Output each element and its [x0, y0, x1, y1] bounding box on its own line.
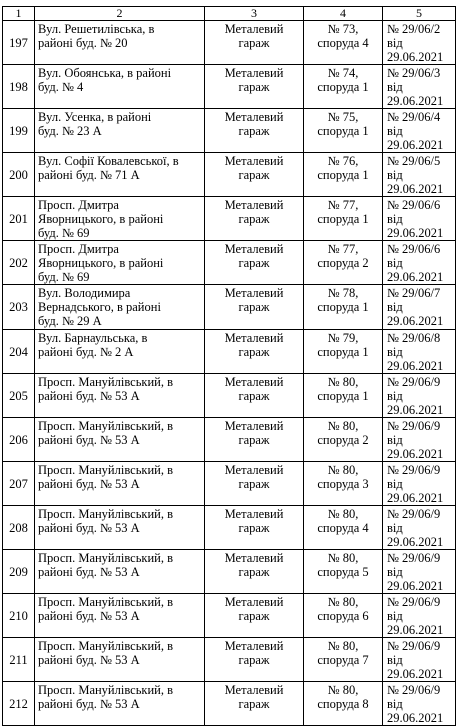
- structure-number-cell-line: № 73,: [327, 22, 359, 36]
- structure-number-cell-line: споруда 8: [317, 697, 369, 711]
- structure-number-cell-line: споруда 3: [317, 477, 369, 491]
- document-cell: [383, 374, 456, 418]
- structure-type-cell-line: Металевий: [224, 110, 284, 124]
- structure-number-cell-line: споруда 4: [317, 521, 369, 535]
- structure-number-cell-line: № 74,: [327, 66, 359, 80]
- document-cell-line: № 29/06/2: [387, 22, 441, 36]
- address-cell: [35, 682, 205, 726]
- address-cell-line: районі буд. № 20: [38, 36, 128, 50]
- table-body: [3, 7, 456, 726]
- address-cell-line: Яворницького, в районі: [38, 212, 164, 226]
- structure-number-cell-line: споруда 4: [317, 36, 369, 50]
- address-cell: [35, 550, 205, 594]
- document-cell-line: від 29.06.2021: [387, 697, 444, 725]
- table-row: [3, 550, 456, 594]
- address-cell-line: Просп. Мануйлівський, в: [38, 551, 174, 565]
- structure-number-cell: [304, 374, 383, 418]
- structure-number-cell-line: № 80,: [327, 375, 359, 389]
- structure-number-cell-line: споруда 1: [317, 300, 369, 314]
- structure-number-cell-line: споруда 6: [317, 609, 369, 623]
- document-cell: [383, 65, 456, 109]
- row-number-cell: 210: [3, 594, 35, 638]
- document-cell-line: від 29.06.2021: [387, 256, 444, 284]
- structure-type-cell: [205, 109, 304, 153]
- structure-number-cell: [304, 462, 383, 506]
- document-cell-line: № 29/06/6: [387, 242, 441, 256]
- structure-number-cell-line: № 77,: [327, 198, 359, 212]
- structure-type-cell-line: гараж: [238, 653, 270, 667]
- address-cell-line: Просп. Мануйлівський, в: [38, 639, 174, 653]
- structure-number-cell-line: споруда 1: [317, 345, 369, 359]
- document-cell: [383, 594, 456, 638]
- structure-number-cell-line: № 76,: [327, 154, 359, 168]
- structure-number-cell: [304, 109, 383, 153]
- structure-number-cell-line: № 80,: [327, 419, 359, 433]
- document-cell: [383, 550, 456, 594]
- structure-number-cell: [304, 197, 383, 241]
- structure-type-cell-line: гараж: [238, 345, 270, 359]
- document-cell: [383, 462, 456, 506]
- document-cell-line: № 29/06/9: [387, 551, 441, 565]
- structure-number-cell: [304, 241, 383, 285]
- row-number-cell: 197: [3, 21, 35, 65]
- address-cell-line: Яворницького, в районі: [38, 256, 164, 270]
- address-cell-line: районі буд. № 53 А: [38, 477, 140, 491]
- structure-type-cell: [205, 241, 304, 285]
- row-number-cell: 212: [3, 682, 35, 726]
- structure-type-cell-line: Металевий: [224, 683, 284, 697]
- address-cell-line: Просп. Мануйлівський, в: [38, 595, 174, 609]
- structure-number-cell: [304, 285, 383, 330]
- structure-number-cell: [304, 153, 383, 197]
- structure-type-cell-line: гараж: [238, 609, 270, 623]
- structure-number-cell-line: № 79,: [327, 331, 359, 345]
- structure-number-cell: [304, 21, 383, 65]
- table-row: [3, 682, 456, 726]
- table-row: [3, 21, 456, 65]
- address-cell: [35, 462, 205, 506]
- address-cell-line: Просп. Мануйлівський, в: [38, 419, 174, 433]
- document-cell-line: від 29.06.2021: [387, 345, 444, 373]
- structure-number-cell: [304, 65, 383, 109]
- structure-number-cell-line: № 80,: [327, 507, 359, 521]
- structure-number-cell: [304, 506, 383, 550]
- structure-type-cell-line: Металевий: [224, 595, 284, 609]
- structure-type-cell: [205, 153, 304, 197]
- address-cell-line: Просп. Дмитра: [38, 242, 119, 256]
- row-number-cell: 207: [3, 462, 35, 506]
- address-cell: [35, 285, 205, 330]
- address-cell-line: Вул. Софії Ковалевської, в: [38, 154, 179, 168]
- structure-number-cell-line: № 80,: [327, 639, 359, 653]
- row-number-cell: 199: [3, 109, 35, 153]
- address-cell-line: буд. № 69: [38, 226, 90, 240]
- structure-type-cell-line: Металевий: [224, 507, 284, 521]
- structure-number-cell-line: № 80,: [327, 551, 359, 565]
- address-cell-line: Просп. Мануйлівський, в: [38, 507, 174, 521]
- document-cell-line: від 29.06.2021: [387, 212, 444, 240]
- structure-type-cell-line: Металевий: [224, 419, 284, 433]
- document-cell-line: від 29.06.2021: [387, 565, 444, 593]
- address-cell: [35, 638, 205, 682]
- document-cell-line: № 29/06/9: [387, 639, 441, 653]
- row-number-cell: 206: [3, 418, 35, 462]
- address-cell-line: буд. № 4: [38, 80, 84, 94]
- document-cell-line: № 29/06/4: [387, 110, 441, 124]
- column-number-4: 4: [304, 7, 383, 21]
- structure-type-cell-line: гараж: [238, 389, 270, 403]
- address-cell-line: Просп. Мануйлівський, в: [38, 683, 174, 697]
- document-cell-line: від 29.06.2021: [387, 521, 444, 549]
- address-cell: [35, 374, 205, 418]
- structure-type-cell-line: Металевий: [224, 154, 284, 168]
- address-cell-line: Вул. Володимира: [38, 286, 131, 300]
- document-cell-line: № 29/06/7: [387, 286, 441, 300]
- address-cell: [35, 197, 205, 241]
- table-row: [3, 462, 456, 506]
- document-cell: [383, 109, 456, 153]
- structure-number-cell-line: № 77,: [327, 242, 359, 256]
- address-cell-line: Вернадського, в районі: [38, 300, 161, 314]
- structure-type-cell-line: Металевий: [224, 551, 284, 565]
- structure-type-cell: [205, 418, 304, 462]
- structure-number-cell-line: споруда 1: [317, 124, 369, 138]
- row-number-cell: 203: [3, 285, 35, 330]
- structure-type-cell-line: гараж: [238, 80, 270, 94]
- document-cell-line: від 29.06.2021: [387, 80, 444, 108]
- garage-registry-table: [2, 6, 456, 726]
- address-cell-line: Просп. Мануйлівський, в: [38, 463, 174, 477]
- structure-number-cell: [304, 550, 383, 594]
- document-cell-line: № 29/06/9: [387, 595, 441, 609]
- document-cell-line: від 29.06.2021: [387, 609, 444, 637]
- table-row: [3, 109, 456, 153]
- structure-type-cell-line: Металевий: [224, 22, 284, 36]
- structure-type-cell: [205, 21, 304, 65]
- structure-number-cell-line: споруда 1: [317, 389, 369, 403]
- address-cell-line: Просп. Дмитра: [38, 198, 119, 212]
- structure-type-cell-line: гараж: [238, 168, 270, 182]
- structure-number-cell-line: споруда 5: [317, 565, 369, 579]
- structure-type-cell-line: гараж: [238, 565, 270, 579]
- structure-number-cell-line: споруда 1: [317, 80, 369, 94]
- structure-type-cell-line: Металевий: [224, 242, 284, 256]
- address-cell-line: Вул. Усенка, в районі: [38, 110, 152, 124]
- document-cell: [383, 506, 456, 550]
- structure-number-cell-line: споруда 2: [317, 256, 369, 270]
- structure-type-cell-line: Металевий: [224, 463, 284, 477]
- row-number-cell: 208: [3, 506, 35, 550]
- address-cell: [35, 109, 205, 153]
- address-cell: [35, 65, 205, 109]
- table-row: [3, 418, 456, 462]
- structure-type-cell-line: Металевий: [224, 639, 284, 653]
- address-cell-line: Вул. Решетилівська, в: [38, 22, 155, 36]
- address-cell-line: буд. № 29 А: [38, 314, 102, 328]
- structure-number-cell-line: № 78,: [327, 286, 359, 300]
- structure-type-cell-line: гараж: [238, 256, 270, 270]
- row-number-cell: 204: [3, 330, 35, 374]
- structure-type-cell: [205, 594, 304, 638]
- structure-type-cell-line: гараж: [238, 300, 270, 314]
- structure-type-cell: [205, 197, 304, 241]
- document-cell-line: від 29.06.2021: [387, 36, 444, 64]
- address-cell-line: районі буд. № 53 А: [38, 521, 140, 535]
- address-cell: [35, 506, 205, 550]
- address-cell-line: буд. № 23 А: [38, 124, 102, 138]
- document-cell: [383, 153, 456, 197]
- structure-type-cell: [205, 285, 304, 330]
- structure-type-cell: [205, 374, 304, 418]
- address-cell-line: районі буд. № 2 А: [38, 345, 134, 359]
- row-number-cell: 201: [3, 197, 35, 241]
- address-cell-line: буд. № 69: [38, 270, 90, 284]
- structure-number-cell-line: споруда 7: [317, 653, 369, 667]
- document-cell: [383, 638, 456, 682]
- document-cell-line: № 29/06/3: [387, 66, 441, 80]
- document-cell-line: від 29.06.2021: [387, 300, 444, 328]
- structure-number-cell-line: № 80,: [327, 683, 359, 697]
- row-number-cell: 209: [3, 550, 35, 594]
- document-cell-line: від 29.06.2021: [387, 124, 444, 152]
- document-cell-line: № 29/06/9: [387, 683, 441, 697]
- document-cell-line: від 29.06.2021: [387, 653, 444, 681]
- structure-type-cell-line: Металевий: [224, 375, 284, 389]
- document-cell-line: № 29/06/9: [387, 507, 441, 521]
- structure-type-cell: [205, 330, 304, 374]
- structure-number-cell-line: № 80,: [327, 595, 359, 609]
- document-cell: [383, 21, 456, 65]
- structure-type-cell: [205, 506, 304, 550]
- structure-number-cell: [304, 594, 383, 638]
- address-cell-line: районі буд. № 53 А: [38, 653, 140, 667]
- structure-type-cell: [205, 638, 304, 682]
- document-cell: [383, 241, 456, 285]
- table-row: [3, 65, 456, 109]
- column-number-2: 2: [35, 7, 205, 21]
- column-number-header-row: [3, 7, 456, 21]
- structure-number-cell-line: споруда 1: [317, 212, 369, 226]
- structure-number-cell-line: споруда 1: [317, 168, 369, 182]
- table-row: [3, 241, 456, 285]
- address-cell-line: районі буд. № 53 А: [38, 433, 140, 447]
- address-cell-line: Вул. Обоянська, в районі: [38, 66, 172, 80]
- structure-number-cell-line: споруда 2: [317, 433, 369, 447]
- document-cell-line: № 29/06/6: [387, 198, 441, 212]
- structure-type-cell-line: Металевий: [224, 331, 284, 345]
- document-cell-line: від 29.06.2021: [387, 389, 444, 417]
- structure-type-cell-line: гараж: [238, 212, 270, 226]
- address-cell: [35, 330, 205, 374]
- address-cell: [35, 241, 205, 285]
- document-cell-line: від 29.06.2021: [387, 477, 444, 505]
- document-cell-line: від 29.06.2021: [387, 433, 444, 461]
- document-cell-line: № 29/06/9: [387, 419, 441, 433]
- row-number-cell: 205: [3, 374, 35, 418]
- address-cell: [35, 21, 205, 65]
- table-row: [3, 153, 456, 197]
- table-row: [3, 285, 456, 330]
- document-cell: [383, 197, 456, 241]
- table-row: [3, 506, 456, 550]
- address-cell-line: районі буд. № 53 А: [38, 565, 140, 579]
- row-number-cell: 198: [3, 65, 35, 109]
- structure-number-cell-line: № 75,: [327, 110, 359, 124]
- structure-type-cell: [205, 550, 304, 594]
- document-cell: [383, 682, 456, 726]
- structure-type-cell: [205, 682, 304, 726]
- structure-type-cell-line: гараж: [238, 697, 270, 711]
- column-number-1: 1: [3, 7, 35, 21]
- structure-type-cell-line: гараж: [238, 521, 270, 535]
- row-number-cell: 202: [3, 241, 35, 285]
- structure-type-cell: [205, 65, 304, 109]
- structure-number-cell: [304, 682, 383, 726]
- address-cell-line: районі буд. № 71 А: [38, 168, 140, 182]
- address-cell-line: районі буд. № 53 А: [38, 609, 140, 623]
- document-cell-line: № 29/06/9: [387, 375, 441, 389]
- row-number-cell: 200: [3, 153, 35, 197]
- structure-type-cell-line: Металевий: [224, 198, 284, 212]
- document-cell: [383, 285, 456, 330]
- structure-number-cell: [304, 330, 383, 374]
- structure-type-cell-line: гараж: [238, 477, 270, 491]
- address-cell: [35, 594, 205, 638]
- structure-type-cell-line: Металевий: [224, 286, 284, 300]
- document-cell-line: від 29.06.2021: [387, 168, 444, 196]
- structure-number-cell: [304, 638, 383, 682]
- address-cell-line: Вул. Барнаульська, в: [38, 331, 148, 345]
- address-cell-line: Просп. Мануйлівський, в: [38, 375, 174, 389]
- column-number-5: 5: [383, 7, 456, 21]
- table-row: [3, 197, 456, 241]
- structure-type-cell-line: Металевий: [224, 66, 284, 80]
- structure-type-cell-line: гараж: [238, 124, 270, 138]
- document-cell-line: № 29/06/9: [387, 463, 441, 477]
- table-row: [3, 638, 456, 682]
- document-cell-line: № 29/06/8: [387, 331, 441, 345]
- row-number-cell: 211: [3, 638, 35, 682]
- structure-type-cell: [205, 462, 304, 506]
- structure-type-cell-line: гараж: [238, 36, 270, 50]
- document-cell: [383, 418, 456, 462]
- table-row: [3, 374, 456, 418]
- structure-type-cell-line: гараж: [238, 433, 270, 447]
- address-cell: [35, 153, 205, 197]
- document-cell: [383, 330, 456, 374]
- address-cell-line: районі буд. № 53 А: [38, 697, 140, 711]
- structure-number-cell: [304, 418, 383, 462]
- structure-number-cell-line: № 80,: [327, 463, 359, 477]
- table-row: [3, 594, 456, 638]
- column-number-3: 3: [205, 7, 304, 21]
- address-cell: [35, 418, 205, 462]
- address-cell-line: районі буд. № 53 А: [38, 389, 140, 403]
- document-cell-line: № 29/06/5: [387, 154, 441, 168]
- table-row: [3, 330, 456, 374]
